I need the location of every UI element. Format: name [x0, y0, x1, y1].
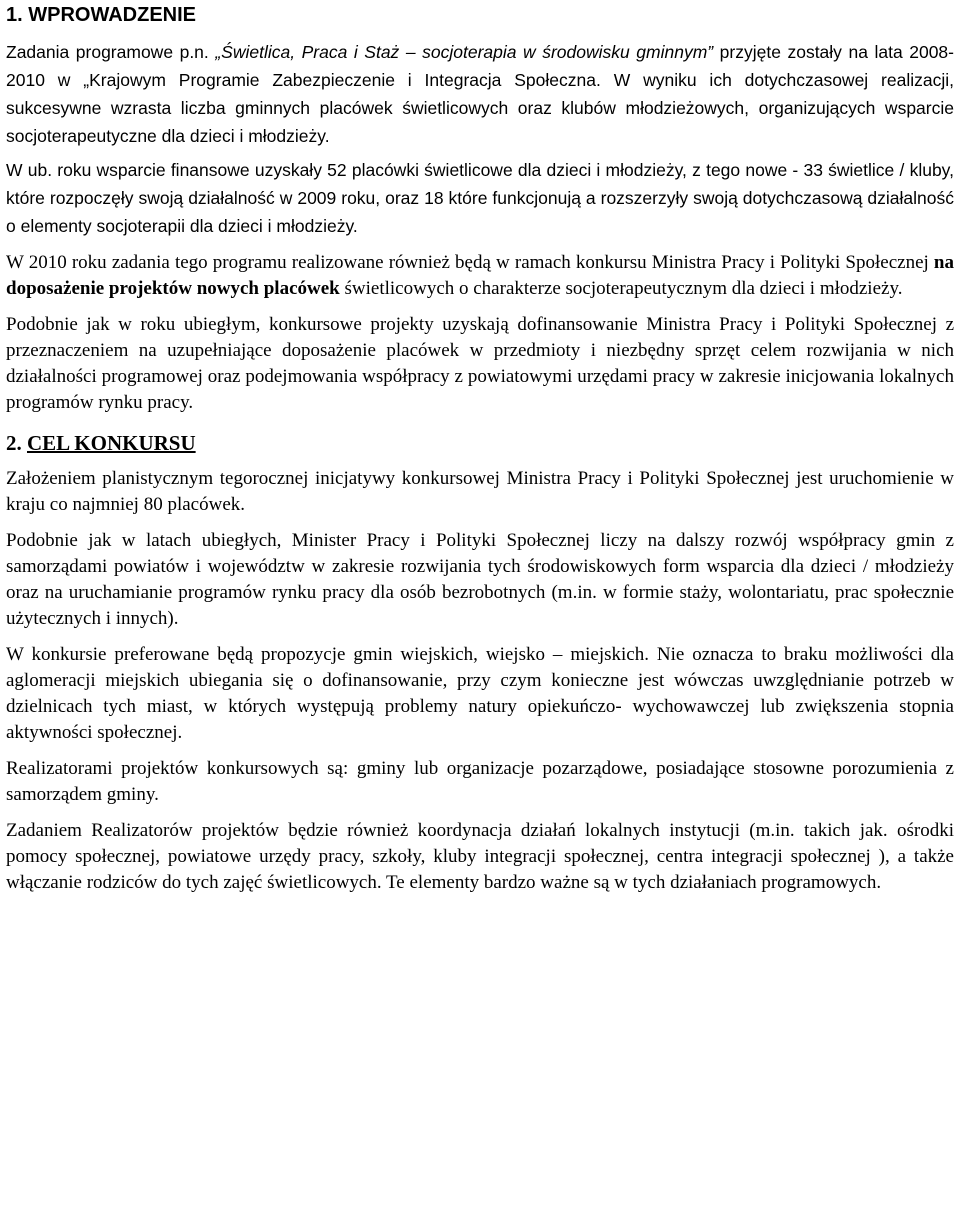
section-1-paragraph-1	[6, 38, 954, 150]
section-2-number: 2.	[6, 431, 27, 455]
section-2-paragraph-2: Podobnie jak w latach ubiegłych, Minister Pracy i Polityki Społecznej liczy na dalszy rozwój współpracy gmin z samorządami powiatów i województw w zakresie rozwijania tych środowiskowych form wsparcia dla dzieci / młodzieży oraz na uruchamianie programów rynku pracy dla osób bezrobotnych (m.in. w formie staży, wolontariatu, prac społecznie użytecznych i innych).	[6, 530, 954, 629]
section-2-paragraph-1: Założeniem planistycznym tegorocznej inicjatywy konkursowej Ministra Pracy i Polityki Społecznej jest uruchomienie w kraju co najmniej 80 placówek.	[6, 468, 954, 515]
section-2-paragraph-5: Zadaniem Realizatorów projektów będzie również koordynacja działań lokalnych instytucji (m.in. takich jak. ośrodki pomocy społecznej, powiatowe urzędy pracy, szkoły, kluby integracji społecznej, centra integracji społecznej ), a także włączanie rodziców do tych zajęć świetlicowych. Te elementy bardzo ważne są w tych działaniach programowych.	[6, 820, 954, 893]
document-body	[6, 0, 954, 906]
section-2-title: CEL KONKURSU	[27, 431, 196, 455]
section-2-paragraph-3: W konkursie preferowane będą propozycje gmin wiejskich, wiejsko – miejskich. Nie oznacza to braku możliwości dla aglomeracji miejskich ubiegania się o dofinansowanie, przy czym konieczne jest wówczas uwzględnianie potrzeb w dzielnicach tych miast, w których występują problemy natury opiekuńczo- wychowawczej lub zwiększenia stopnia aktywności społecznej.	[6, 644, 954, 743]
paragraph-text: przyjęte zostały na lata 2008-2010 w „Krajowym Programie Zabezpieczenie i Integracja Społeczna. W wyniku ich dotychczasowej realizacji, sukcesywne wzrasta liczba gminnych placówek świetlicowych oraz klubów młodzieżowych, organizujących wsparcie socjoterapeutyczne dla dzieci i młodzieży.	[6, 42, 954, 146]
section-2-heading	[6, 430, 954, 456]
section-1-paragraph-3	[6, 250, 954, 302]
section-2-paragraph-4: Realizatorami projektów konkursowych są: gminy lub organizacje pozarządowe, posiadające stosowne porozumienia z samorządem gminy.	[6, 758, 954, 805]
section-1-paragraph-4: Podobnie jak w roku ubiegłym, konkursowe projekty uzyskają dofinansowanie Ministra Pracy i Polityki Społecznej z przeznaczeniem na uzupełniające doposażenie placówek w przedmioty i niezbędny sprzęt celem rozwijania w nich działalności programowej oraz podejmowania współpracy z powiatowymi urzędami pracy w zakresie inicjowania lokalnych programów rynku pracy.	[6, 314, 954, 413]
emphasis-bold: na doposażenie projektów nowych placówek	[6, 252, 954, 299]
paragraph-text: Zadania programowe p.n.	[6, 42, 216, 62]
paragraph-text: świetlicowych o charakterze socjoterapeutycznym dla dzieci i młodzieży.	[339, 278, 903, 299]
section-1-paragraph-2: W ub. roku wsparcie finansowe uzyskały 52 placówki świetlicowe dla dzieci i młodzieży, z tego nowe - 33 świetlice / kluby, które rozpoczęły swoją działalność w 2009 roku, oraz 18 które funkcjonują a rozszerzyły swoją dotychczasową działalność o elementy socjoterapii dla dzieci i młodzieży.	[6, 160, 954, 236]
section-1-heading: 1. WPROWADZENIE	[6, 4, 197, 26]
paragraph-text: W 2010 roku zadania tego programu realizowane również będą w ramach konkursu Ministra Pracy i Polityki Społecznej	[6, 252, 934, 273]
program-title-italic: „Świetlica, Praca i Staż – socjoterapia w środowisku gminnym”	[215, 42, 714, 62]
